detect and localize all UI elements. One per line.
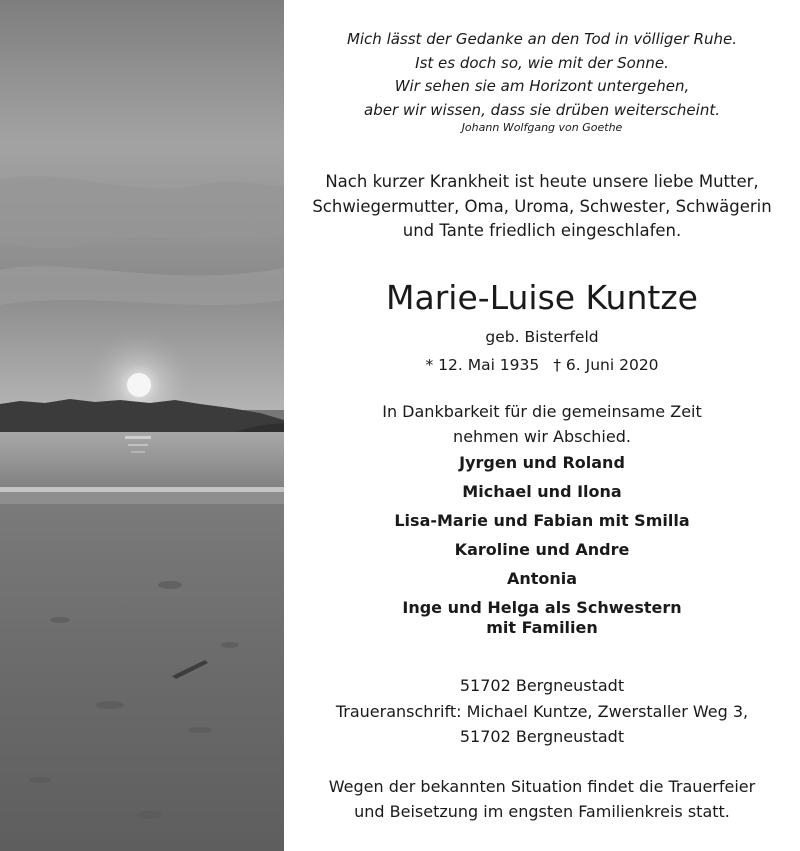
sunset-beach-photo (0, 0, 284, 851)
mourner-entry (284, 511, 800, 531)
closing-line: Wegen der bekannten Situation findet die Trauerfeier (328, 777, 756, 796)
mourner-entry (284, 453, 800, 473)
quote-author: Johann Wolfgang von Goethe (461, 121, 623, 134)
life-dates (284, 356, 800, 374)
farewell-line: In Dankbarkeit für die gemeinsame Zeit (382, 402, 702, 421)
mourner-entry (284, 482, 800, 502)
intro-line: Nach kurzer Krankheit ist heute unsere liebe Mutter, (325, 172, 759, 191)
mourning-address-line: 51702 Bergneustadt (459, 727, 625, 746)
quote-line: Wir sehen sie am Horizont untergehen, (394, 77, 690, 95)
mourner-line: mit Familien (486, 618, 598, 637)
goethe-quote (284, 28, 800, 122)
quote-line: Ist es doch so, wie mit der Sonne. (415, 53, 669, 72)
birth-date: * 12. Mai 1935 (425, 356, 540, 374)
mourner-line: Michael und Ilona (462, 482, 622, 501)
mourners-list (284, 453, 800, 647)
mourning-address-line: Traueranschrift: Michael Kuntze, Zwerstaller Weg 3, (335, 701, 749, 721)
sun-reflection (131, 451, 145, 453)
mourner-entry (284, 569, 800, 589)
sun-reflection (125, 436, 151, 439)
quote-line: Mich lässt der Gedanke an den Tod in völliger Ruhe. (346, 30, 738, 48)
closing-note (284, 774, 800, 824)
sand (0, 504, 284, 851)
sun-reflection (128, 444, 148, 446)
mourner-line: Jyrgen und Roland (459, 453, 625, 472)
wet-sand (0, 492, 284, 504)
mourner-entry (284, 598, 800, 638)
mourner-entry (284, 540, 800, 560)
address-block (284, 673, 800, 750)
sea (0, 432, 284, 494)
sunset-beach-image (0, 0, 284, 851)
intro-text (284, 170, 800, 244)
deceased-name: Marie-Luise Kuntze (386, 278, 698, 317)
obituary-text (284, 0, 800, 851)
closing-line: und Beisetzung im engsten Familienkreis statt. (354, 802, 730, 821)
farewell-line: nehmen wir Abschied. (453, 427, 631, 446)
maiden-name: geb. Bisterfeld (485, 328, 599, 346)
quote-line: aber wir wissen, dass sie drüben weiterscheint. (364, 100, 720, 119)
farewell-text (284, 399, 800, 449)
mourner-line: Lisa-Marie und Fabian mit Smilla (394, 511, 690, 530)
intro-line: Schwiegermutter, Oma, Uroma, Schwester, Schwägerin (312, 196, 772, 216)
place: 51702 Bergneustadt (459, 676, 625, 695)
mourner-line: Antonia (506, 569, 578, 588)
intro-line: und Tante friedlich eingeschlafen. (402, 221, 682, 240)
death-date: † 6. Juni 2020 (553, 356, 659, 374)
wave-foam (0, 487, 284, 492)
sun (127, 373, 151, 397)
mourner-line: Karoline und Andre (454, 540, 630, 559)
mourner-line: Inge und Helga als Schwestern (402, 598, 682, 617)
